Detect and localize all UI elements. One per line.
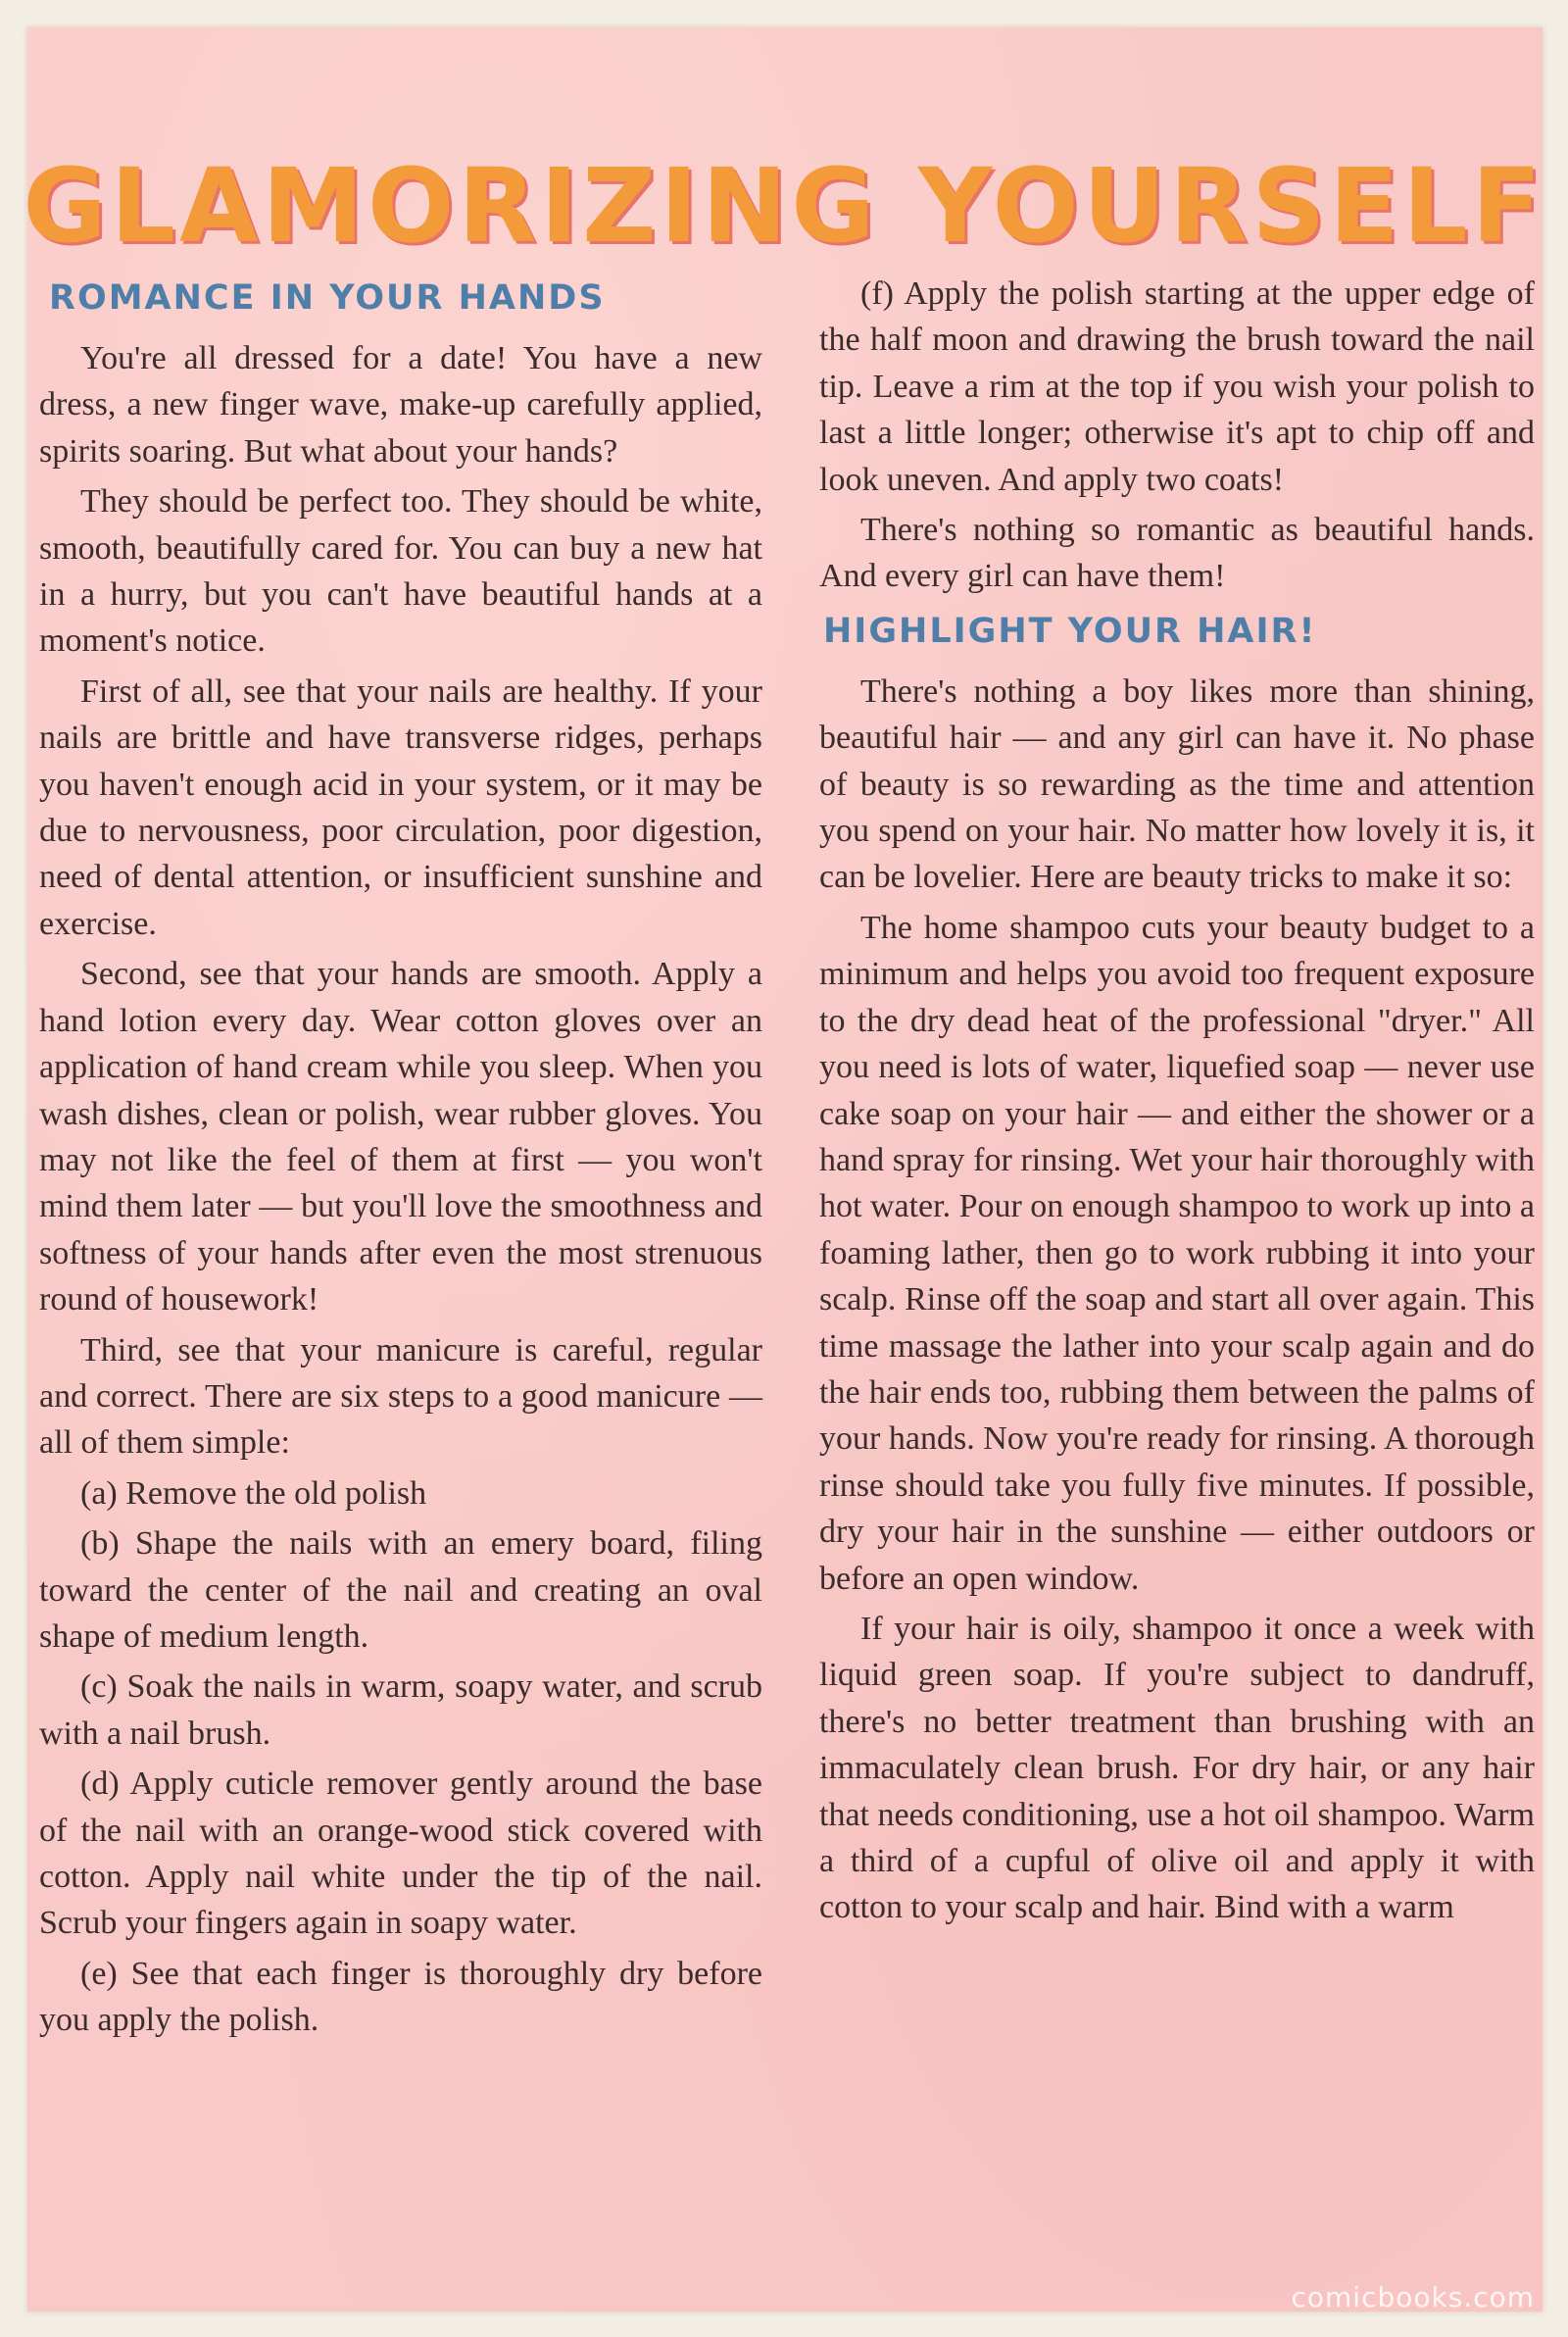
paragraph: There's nothing a boy likes more than shining, beautiful hair — and any girl can have it. No phase of beauty is so rewarding as the time and attention you spend on your hair. No matter how lovely it is, it can be lovelier. Here are beauty tricks to make it so:: [819, 672, 1535, 896]
paragraph: First of all, see that your nails are healthy. If your nails are brittle and have transverse ridges, perhaps you haven't enough acid in your system, or it may be due to nervousness, poor circulation, poor digestion, need of dental attention, or insufficient sunshine and exercise.: [39, 672, 762, 942]
paragraph: You're all dressed for a date! You have a new dress, a new finger wave, make-up carefully applied, spirits soaring. But what about your hands?: [39, 340, 762, 470]
paragraph: The home shampoo cuts your beauty budget to a minimum and helps you avoid too frequent exposure to the dry dead heat of the professional "dryer." All you need is lots of water, liquefied soap — never use cake soap on your hair — and either the shower or a hand spray for rinsing. Wet your hair thoroughly with hot water. Pour on enough shampoo to work up into a foaming lather, then go to work rubbing it into your scalp. Rinse off the soap and start all over again. This time massage the lather into your scalp again and do the hair ends too, rubbing them between the palms of your hands. Now you're ready for rinsing. A thorough rinse should take you fully five minutes. If possible, dry your hair in the sunshine — either outdoors or before an open window.: [819, 909, 1535, 1597]
watermark: comicbooks.com: [1291, 2281, 1535, 2313]
right-column: [819, 271, 1535, 1935]
paragraph: Third, see that your manicure is careful, regular and correct. There are six steps to a good manicure — all of them simple:: [39, 1331, 762, 1462]
manicure-step: (c) Soak the nails in warm, soapy water, and scrub with a nail brush.: [39, 1668, 762, 1752]
section-heading-hands: ROMANCE IN YOUR HANDS: [49, 278, 606, 318]
left-column: [39, 274, 762, 2048]
manicure-step: (e) See that each finger is thoroughly dry before you apply the polish.: [39, 1955, 762, 2039]
paragraph: There's nothing so romantic as beautiful hands. And every girl can have them!: [819, 512, 1535, 595]
manicure-step: (d) Apply cuticle remover gently around the base of the nail with an orange-wood stick covered with cotton. Apply nail white under the tip of the nail. Scrub your fingers again in soapy water.: [39, 1765, 762, 1942]
paragraph: If your hair is oily, shampoo it once a week with liquid green soap. If you're subject to dandruff, there's no better treatment than brushing with an immaculately clean brush. For dry hair, or any hair that needs conditioning, use a hot oil shampoo. Warm a third of a cupful of olive oil and apply it with cotton to your scalp and hair. Bind with a warm: [819, 1610, 1535, 1926]
manicure-step: (f) Apply the polish starting at the upper edge of the half moon and drawing the brush toward the nail tip. Leave a rim at the top if you wish your polish to last a little longer; otherwise it's apt to chip off and look uneven. And apply two coats!: [819, 275, 1535, 498]
paragraph: They should be perfect too. They should be white, smooth, beautifully cared for. You can buy a new hat in a hurry, but you can't have beautiful hands at a moment's notice.: [39, 483, 762, 660]
section-heading-hair: HIGHLIGHT YOUR HAIR!: [823, 611, 1317, 651]
manicure-step: (b) Shape the nails with an emery board, filing toward the center of the nail and creating an oval shape of medium length.: [39, 1525, 762, 1655]
page-title: GLAMORIZING YOURSELF: [23, 146, 1545, 266]
manicure-step: (a) Remove the old polish: [80, 1474, 427, 1512]
paragraph: Second, see that your hands are smooth. Apply a hand lotion every day. Wear cotton gloves over an application of hand cream while you sleep. When you wash dishes, clean or polish, wear rubber gloves. You may not like the feel of them at first — you won't mind them later — but you'll love the smoothness and softness of your hands after even the most strenuous round of housework!: [39, 956, 762, 1318]
